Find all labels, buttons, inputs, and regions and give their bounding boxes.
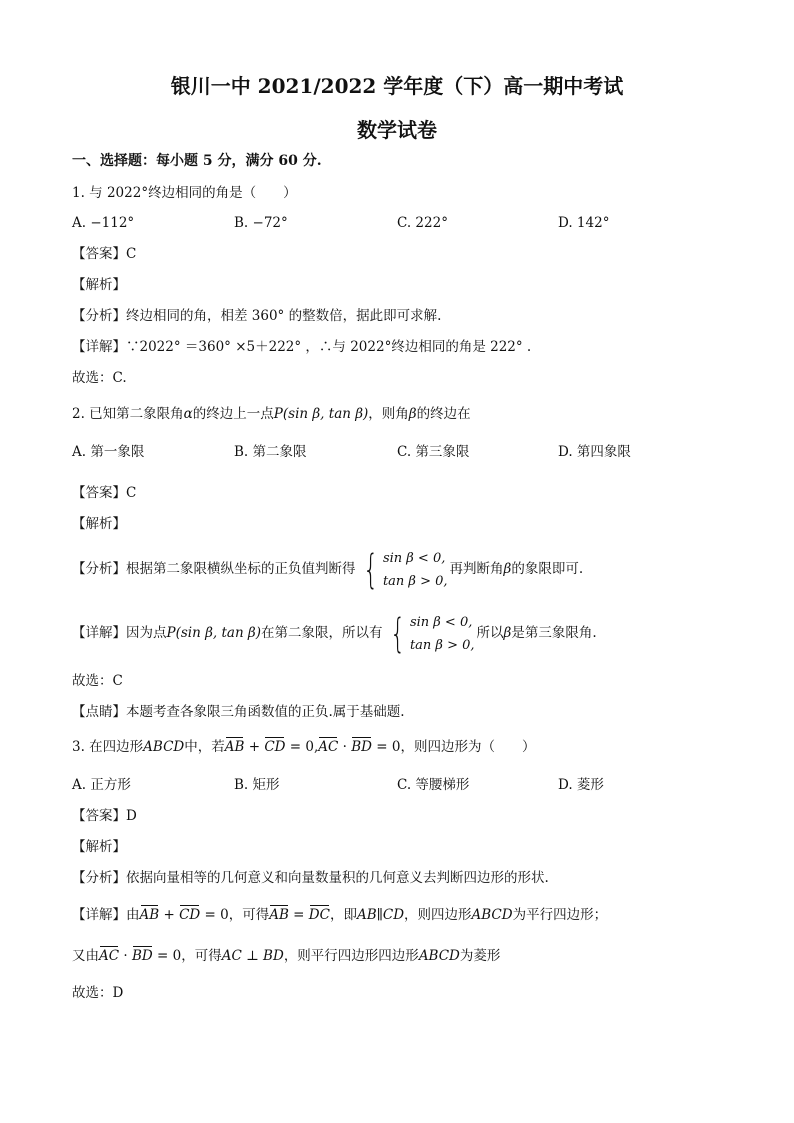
q3-option-c: C. 等腰梯形 [397,777,470,793]
q2-option-a: A. 第一象限 [72,444,145,460]
q3-detail-part: ，可得 [228,907,270,923]
vector-ab: AB [269,907,289,923]
vector-ac: AC [99,948,120,964]
q3-detail-part: ，则四边形 [404,907,472,923]
q3-detail-part: 为平行四边形； [512,907,608,923]
q2-detail-part: 是第三象限角. [511,625,597,641]
q3-answer: 【答案】D [72,808,137,824]
system-row-1: sin β < 0, [409,614,473,630]
q2-analysis [72,546,583,593]
vector-ab: AB [224,739,245,755]
q3-option-b: B. 矩形 [234,777,280,793]
q2-stem-part: 的终边上一点 [192,406,274,422]
q1-option-d: D. 142° [558,215,610,231]
q3-stem [72,738,535,756]
operator: + [159,907,180,923]
system-row-2: tan β > 0, [382,573,448,589]
q3-detail-part: 又由 [72,948,99,964]
q2-analysis-part: 的象限即可. [511,561,584,577]
brace-icon: { [362,546,378,593]
q3-detail-part: ，即 [329,907,357,923]
beta-symbol: β [408,406,417,422]
q3-stem-part: ，则四边形为（ ） [400,739,536,755]
section-heading: 一、选择题：每小题 5 分，满分 60 分. [72,153,322,169]
q2-choose: 故选：C [72,673,123,689]
q1-detail: 【详解】∵2022° ＝360° ×5＋222° ，∴与 2022°终边相同的角是 222° . [72,339,532,355]
vector-ab: AB [139,907,160,923]
q1-option-b: B. −72° [234,215,288,231]
operator: = 0 [200,907,229,923]
q2-detail-part: 在第二象限，所以有 [261,625,383,641]
q1-option-c: C. 222° [397,215,448,231]
q3-stem-part: 3. 在四边形 [72,739,144,755]
document-title: 银川一中 2021/2022 学年度（下）高一期中考试 [170,74,624,98]
vector-dc: DC [308,907,330,923]
q1-option-a: A. −112° [72,215,135,231]
q2-analysis-part: 【分析】根据第二象限横纵坐标的正负值判断得 [72,561,356,577]
q3-detail: 【详解】由AB + CD = 0，可得AB = DC，即AB∥CD，则四边形ABCD为平行四边形； [72,907,608,923]
q1-stem: 1. 与 2022°终边相同的角是（ ） [72,185,297,201]
parallel-relation: AB∥CD [356,907,405,923]
q2-option-b: B. 第二象限 [234,444,307,460]
q3-detail-part: ，可得 [181,948,222,964]
q2-stem-part: ，则角 [368,406,409,422]
q1-choose: 故选：C. [72,370,127,386]
vector-cd: CD [264,739,286,755]
quadrilateral-name: ABCD [418,948,460,964]
quadrilateral-name: ABCD [143,739,185,755]
q2-option-d: D. 第四象限 [558,444,631,460]
q1-analysis-head: 【解析】 [72,277,126,293]
operator: = 0 [152,948,182,964]
vector-bd: BD [131,948,153,964]
document-subtitle: 数学试卷 [357,118,437,142]
inequality-system [385,610,475,657]
q2-option-c: C. 第三象限 [397,444,470,460]
alpha-symbol: α [183,406,193,422]
q2-detail-part: 所以 [476,625,504,641]
q3-option-d: D. 菱形 [558,777,604,793]
q3-detail-part: ，则平行四边形四边形 [283,948,419,964]
operator: = 0 [371,739,401,755]
operator: · [119,948,132,964]
brace-icon: { [389,610,405,657]
operator: + [244,739,265,755]
q3-detail-line2 [72,947,500,965]
system-row-2: tan β > 0, [409,637,475,653]
q3-choose: 故选：D [72,985,124,1001]
perpendicular-relation: AC ⊥ BD [221,948,284,964]
operator: = 0, [285,739,319,755]
q2-detail-part: 【详解】因为点 [72,625,167,641]
q2-analysis-part: 再判断角 [449,561,504,577]
q3-detail-part: 为菱形 [459,948,501,964]
q2-answer: 【答案】C [72,485,137,501]
q2-stem-part: 2. 已知第二象限角 [72,406,184,422]
q1-analysis: 【分析】终边相同的角，相差 360° 的整数倍，据此即可求解. [72,308,442,324]
q1-answer: 【答案】C [72,246,137,262]
q3-detail-part: 【详解】由 [72,907,140,923]
q3-stem-part: 中，若 [184,739,225,755]
q2-detail [72,610,597,657]
vector-bd: BD [351,739,372,755]
q2-stem [72,405,471,423]
quadrilateral-name: ABCD [471,907,513,923]
beta-symbol: β [503,625,512,641]
q3-option-a: A. 正方形 [72,777,131,793]
q2-comment: 【点睛】本题考查各象限三角函数值的正负.属于基础题. [72,704,405,720]
q2-analysis-head: 【解析】 [72,516,126,532]
q3-analysis-head: 【解析】 [72,839,126,855]
point-p: P(sin β, tan β) [166,625,261,641]
q3-analysis: 【分析】依据向量相等的几何意义和向量数量积的几何意义去判断四边形的形状. [72,870,549,886]
inequality-system [358,546,448,593]
point-p: P(sin β, tan β) [273,406,369,422]
q2-stem-part: 的终边在 [416,406,471,422]
vector-cd: CD [179,907,201,923]
vector-ac: AC [318,739,339,755]
system-row-1: sin β < 0, [382,550,446,566]
operator: · [338,739,352,755]
beta-symbol: β [503,561,512,577]
